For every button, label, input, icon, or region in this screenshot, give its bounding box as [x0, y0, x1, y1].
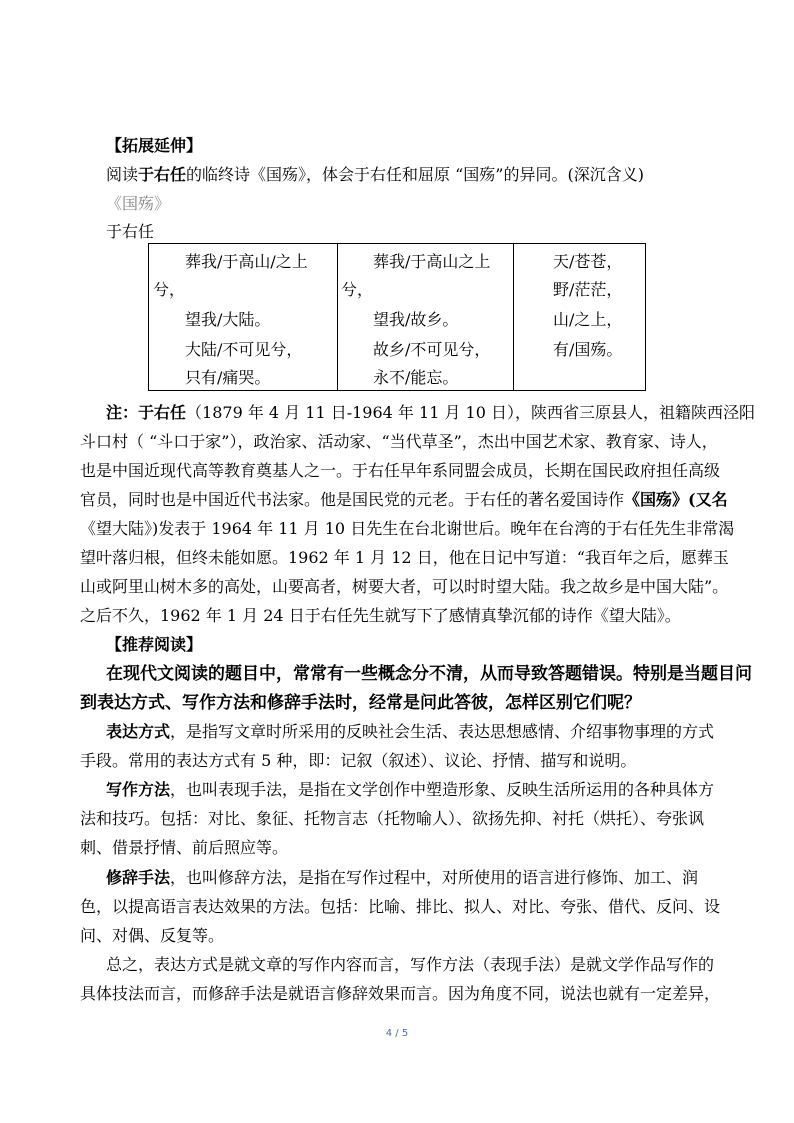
section-heading-recommended: 【推荐阅读】: [106, 635, 203, 654]
note-bold-title: 《国殇》(又名: [624, 490, 728, 509]
poem-line: 葬我/于高山/之上: [185, 252, 308, 271]
paragraph-line: 色，以提高语言表达效果的方法。包括：比喻、排比、拟人、对比、夸张、借代、反问、设: [80, 897, 721, 916]
poem-line: 永不/能忘。: [373, 368, 459, 387]
note-label: 注：: [106, 403, 139, 422]
note-line: 也是中国近现代高等教育奠基人之一。于右任早年系同盟会成员，长期在国民政府担任高级: [80, 461, 721, 480]
poem-line: 望我/大陆。: [185, 310, 271, 329]
note-line: [80, 490, 728, 510]
summary-line: 具体技法而言，而修辞手法是就语言修辞效果而言。因为角度不同，说法也就有一定差异，: [80, 984, 721, 1003]
summary-line: 总之，表达方式是就文章的写作内容而言，写作方法（表现手法）是就文学作品写作的: [106, 955, 715, 974]
intro-text-start: 阅读: [106, 165, 139, 184]
term-writing: 写作方法: [106, 780, 171, 799]
paragraph-line: 手段。常用的表达方式有 5 种，即：记叙（叙述）、议论、抒情、描写和说明。: [80, 751, 637, 770]
note-line: 斗口村（ “斗口于家”），政治家、活动家、“当代草圣”，杰出中国艺术家、教育家、诗人，: [80, 432, 718, 451]
note-line: [106, 403, 755, 423]
poem-line: 兮，: [153, 280, 186, 299]
poem-column-2: [337, 244, 514, 390]
poem-table: [148, 243, 646, 391]
note-name: 于右任: [138, 403, 187, 422]
poem-line: 山/之上，: [553, 310, 623, 329]
poem-line: 只有/痛哭。: [185, 368, 271, 387]
note-line: 之后不久，1962 年 1 月 24 日于右任先生就写下了感情真挚沉郁的诗作《望大陆》。: [80, 606, 681, 625]
poem-column-1: [149, 244, 338, 390]
note-line: 《望大陆》)发表于 1964 年 11 月 10 日先生在台北谢世后。晚年在台湾的于右任先生非常渴: [80, 519, 735, 538]
note-line: 山或阿里山树木多的高处，山要高者，树要大者，可以时时望大陆。我之故乡是中国大陆”。: [80, 577, 729, 596]
paragraph-text: ，也叫表现手法，是指在文学创作中塑造形象、反映生活所运用的各种具体方: [170, 780, 715, 799]
poem-line: 天/苍苍，: [553, 252, 623, 271]
paragraph-text: ，是指写文章时所采用的反映社会生活、表达思想感情、介绍事物事理的方式: [170, 722, 715, 741]
paragraph-line: 刺、借景抒情、前后照应等。: [80, 838, 289, 857]
paragraph-line: 问、对偶、反复等。: [80, 926, 225, 945]
paragraph-rhetoric-line: [106, 868, 698, 888]
paragraph-text: ，也叫修辞方法，是指在写作过程中，对所使用的语言进行修饰、加工、润: [170, 868, 699, 887]
term-rhetoric: 修辞手法: [106, 868, 171, 887]
question-line: 到表达方式、写作方法和修辞手法时，经常是问此答彼，怎样区别它们呢？: [80, 693, 641, 713]
poem-author: 于右任: [106, 222, 155, 241]
poem-line: 葬我/于高山之上: [373, 252, 491, 271]
term-expression: 表达方式: [106, 722, 171, 741]
page-number: 4 / 5: [385, 1028, 409, 1039]
paragraph-line: 法和技巧。包括：对比、象征、托物言志（托物喻人）、欲扬先抑、衬托（烘托）、夸张讽: [80, 809, 705, 828]
section-heading-extension: 【拓展延伸】: [106, 136, 203, 155]
intro-author-name: 于右任: [138, 165, 187, 184]
poem-line: 野/茫茫，: [553, 280, 623, 299]
note-line: 望叶落归根，但终未能如愿。1962 年 1 月 12 日，他在日记中写道：“我百年之后，愿葬玉: [80, 548, 729, 567]
poem-line: 兮，: [341, 280, 374, 299]
poem-line: 望我/故乡。: [373, 310, 459, 329]
note-text: （1879 年 4 月 11 日-1964 年 11 月 10 日），陕西省三原县人，祖籍陕西泾阳: [186, 403, 755, 422]
paragraph-expression-line: [106, 722, 714, 742]
question-line: 在现代文阅读的题目中，常常有一些概念分不清，从而导致答题错误。特别是当题目问: [106, 664, 752, 684]
poem-title: 《国殇》: [106, 194, 171, 213]
poem-line: 大陆/不可见兮，: [185, 340, 303, 359]
poem-line: 有/国殇。: [553, 340, 623, 359]
poem-column-3: [513, 244, 645, 390]
note-text: 官员，同时也是中国近代书法家。他是国民党的元老。于右任的著名爱国诗作: [80, 490, 625, 509]
poem-line: 故乡/不可见兮，: [373, 340, 491, 359]
paragraph-writing-line: [106, 780, 714, 800]
intro-paragraph: [106, 165, 644, 185]
intro-text-end: 的临终诗《国殇》，体会于右任和屈原 “国殇”的异同。(深沉含义): [186, 165, 644, 184]
